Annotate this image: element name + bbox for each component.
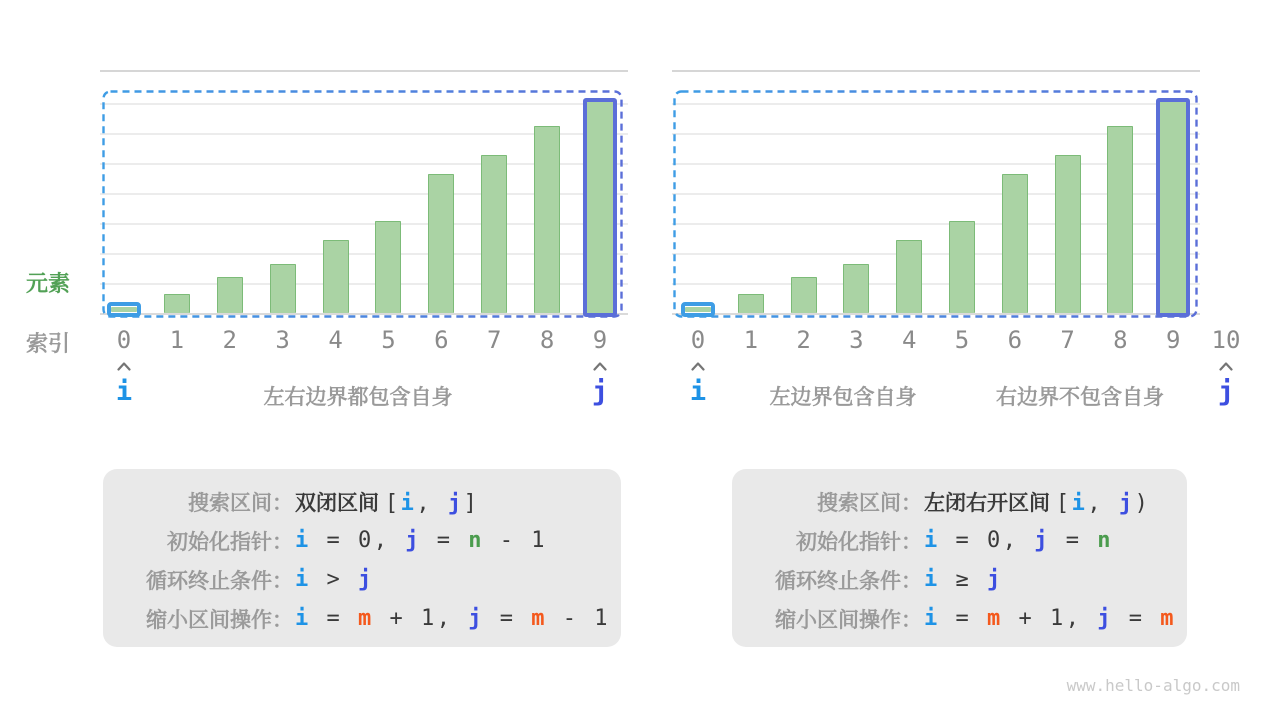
half-open-interval-info-row-2-token-0: i — [924, 567, 940, 592]
chart-0-bar-4 — [323, 240, 349, 313]
closed-interval-info-row-1-token-0: i — [295, 528, 311, 553]
closed-interval-info — [103, 469, 621, 647]
chart-0-bar-3 — [270, 264, 296, 313]
chart-1-pointer-j-caret-icon — [1218, 361, 1234, 371]
closed-interval-info-row-1-token-4: n — [468, 528, 484, 553]
chart-0-tick-3: 3 — [275, 326, 290, 354]
half-open-interval-info-row-0-token-0: 左闭右开区间 — [924, 491, 1056, 515]
half-open-interval-info-row-3-token-0: i — [924, 606, 940, 631]
closed-interval-info-row-2 — [103, 560, 621, 599]
chart-1-bar-7 — [1055, 155, 1081, 313]
chart-1-bar-0-fill — [685, 307, 711, 312]
half-open-interval-info-row-0-label: 搜索区间： — [817, 491, 922, 515]
half-open-interval-info-row-3-token-1: = — [939, 606, 987, 631]
closed-interval-info-row-1-token-1: = 0, — [310, 528, 406, 553]
closed-interval-info-row-1-token-5: - 1 — [483, 528, 547, 553]
closed-interval-info-row-2-token-2: j — [358, 567, 374, 592]
chart-1-bar-4 — [896, 240, 922, 313]
closed-interval-info-row-0-label: 搜索区间： — [188, 491, 293, 515]
closed-interval-info-row-3 — [103, 599, 621, 638]
half-open-interval-info-row-2-token-2: j — [987, 567, 1003, 592]
chart-1-tick-9: 9 — [1165, 326, 1181, 354]
chart-1-tick-0: 0 — [690, 326, 706, 354]
closed-interval-info-row-0-token-0: 双闭区间 — [295, 491, 385, 515]
chart-1-tick-8: 8 — [1113, 326, 1128, 354]
half-open-interval-info-row-1-token-3: = — [1049, 528, 1098, 553]
chart-1-bar-8 — [1107, 126, 1133, 313]
chart-0-tick-4: 4 — [328, 326, 343, 354]
chart-0-bar-1 — [164, 294, 190, 313]
closed-interval-info-row-3-token-0: i — [295, 606, 311, 631]
chart-1-pointer-j-label: j — [1217, 376, 1235, 407]
chart-1-tick-10: 10 — [1211, 326, 1241, 354]
half-open-interval-info-row-1-token-2: j — [1034, 528, 1050, 553]
closed-interval-info-row-0-token-2: i — [400, 490, 417, 516]
watermark: www.hello-algo.com — [1066, 676, 1240, 695]
chart-0-bar-9-j-highlight — [583, 98, 617, 317]
closed-interval-info-row-1-token-2: j — [405, 528, 421, 553]
half-open-interval-info-row-3-token-6: m — [1160, 606, 1176, 631]
closed-interval-info-row-3-token-5: = — [483, 606, 532, 631]
chart-0-bar-5 — [375, 221, 401, 313]
closed-interval-info-row-0 — [103, 482, 621, 521]
half-open-interval-info-row-1 — [732, 521, 1187, 560]
closed-interval-info-row-1 — [103, 521, 621, 560]
half-open-interval-info-row-0-token-2: i — [1071, 490, 1088, 516]
closed-interval-info-row-1-content — [295, 528, 547, 553]
half-open-interval-info-row-1-token-4: n — [1097, 528, 1113, 553]
closed-interval-info-row-3-token-7: - 1 — [546, 606, 610, 631]
chart-0-tick-7: 7 — [486, 326, 502, 354]
chart-1-bar-6 — [1002, 174, 1028, 313]
chart-1-top-border — [672, 70, 1200, 72]
half-open-interval-info-row-2-content — [924, 567, 1003, 592]
index-axis-label: 索引 — [26, 331, 71, 356]
half-open-interval-info-row-2-token-1: ≥ — [939, 567, 987, 592]
closed-interval-info-row-3-token-4: j — [468, 606, 484, 631]
chart-0-top-border — [100, 70, 628, 72]
closed-interval-info-row-0-content — [295, 487, 479, 517]
half-open-interval-info-row-1-token-1: = 0, — [939, 528, 1035, 553]
chart-1-tick-7: 7 — [1060, 326, 1075, 354]
closed-interval-info-row-2-token-1: > — [310, 567, 358, 592]
chart-0-pointer-j-caret-icon — [592, 361, 608, 371]
half-open-interval-info-row-2-label: 循环终止条件： — [775, 569, 922, 593]
half-open-interval-info-row-0-token-3: , — [1087, 490, 1119, 516]
chart-0-bar-2 — [217, 277, 243, 313]
closed-interval-info-row-3-token-6: m — [531, 606, 547, 631]
closed-interval-info-row-3-content — [295, 606, 610, 631]
chart-0-bar-0-fill — [111, 307, 137, 312]
chart-0-bar-8 — [534, 126, 560, 313]
half-open-interval-info-row-3-content — [924, 606, 1176, 631]
chart-1-tick-3: 3 — [849, 326, 864, 354]
chart-0-tick-8: 8 — [539, 326, 555, 354]
half-open-interval-info-row-0 — [732, 482, 1187, 521]
half-open-interval-info-row-0-token-1: [ — [1055, 490, 1072, 516]
chart-0-tick-5: 5 — [381, 326, 396, 354]
half-open-interval-info-row-3-token-2: m — [987, 606, 1003, 631]
closed-interval-info-row-3-token-3: + 1, — [373, 606, 469, 631]
chart-1-tick-4: 4 — [901, 326, 917, 354]
chart-0-pointer-i-label: i — [115, 376, 133, 407]
chart-1-pointer-i-caret-icon — [690, 361, 706, 371]
chart-0-tick-1: 1 — [169, 326, 185, 354]
chart-0-bar-0-i-highlight — [107, 302, 141, 317]
half-open-interval-info-row-0-token-4: j — [1118, 490, 1135, 516]
chart-1-tick-2: 2 — [796, 326, 811, 354]
half-open-interval-info-row-1-content — [924, 528, 1113, 553]
chart-1-tick-6: 6 — [1007, 326, 1023, 354]
chart-1-pointer-i-label: i — [689, 376, 707, 407]
chart-1-bar-0-i-highlight — [681, 302, 715, 317]
closed-interval-info-row-3-label: 缩小区间操作： — [146, 608, 293, 632]
half-open-interval-info-row-3 — [732, 599, 1187, 638]
chart-0-bar-6 — [428, 174, 454, 313]
closed-interval-info-row-1-token-3: = — [420, 528, 469, 553]
chart-0-tick-6: 6 — [434, 326, 449, 354]
chart-1-bar-5 — [949, 221, 975, 313]
chart-0-tick-9: 9 — [592, 326, 608, 354]
chart-0-bar-7 — [481, 155, 507, 313]
chart-1-bar-9-j-highlight — [1156, 98, 1190, 317]
closed-interval-info-row-0-token-5: ] — [463, 490, 480, 516]
half-open-interval-info-row-2 — [732, 560, 1187, 599]
half-open-interval-info-row-3-token-5: = — [1112, 606, 1161, 631]
closed-interval-info-row-2-content — [295, 567, 374, 592]
half-open-interval-info-row-3-label: 缩小区间操作： — [775, 608, 922, 632]
chart-1-tick-5: 5 — [954, 326, 970, 354]
closed-interval-info-row-2-token-0: i — [295, 567, 311, 592]
chart-0-tick-2: 2 — [222, 326, 237, 354]
closed-interval-info-row-3-token-1: = — [310, 606, 358, 631]
half-open-interval-info-row-0-content — [924, 487, 1150, 517]
closed-interval-info-row-3-token-2: m — [358, 606, 374, 631]
half-open-interval-info-row-1-token-0: i — [924, 528, 940, 553]
element-axis-label: 元素 — [26, 271, 71, 296]
chart-0-pointer-j-label: j — [591, 376, 609, 407]
closed-interval-info-row-1-label: 初始化指针： — [167, 530, 293, 554]
chart-1-bar-3 — [843, 264, 869, 313]
half-open-interval-info-row-0-token-5: ) — [1134, 490, 1151, 516]
closed-interval-info-row-0-token-1: [ — [384, 490, 401, 516]
chart-1-caption-1: 右边界不包含自身 — [996, 386, 1164, 409]
chart-0-tick-0: 0 — [116, 326, 132, 354]
half-open-interval-info-row-3-token-3: + 1, — [1002, 606, 1098, 631]
closed-interval-info-row-0-token-4: j — [447, 490, 464, 516]
half-open-interval-info-row-1-label: 初始化指针： — [796, 530, 922, 554]
chart-1-bar-2 — [791, 277, 817, 313]
closed-interval-info-row-0-token-3: , — [416, 490, 448, 516]
chart-0-caption-0: 左右边界都包含自身 — [263, 386, 453, 409]
half-open-interval-info-row-3-token-4: j — [1097, 606, 1113, 631]
chart-1-bar-1 — [738, 294, 764, 313]
chart-1-tick-1: 1 — [743, 326, 759, 354]
chart-0-pointer-i-caret-icon — [116, 361, 132, 371]
half-open-interval-info — [732, 469, 1187, 647]
chart-1-caption-0: 左边界包含自身 — [769, 386, 917, 409]
closed-interval-info-row-2-label: 循环终止条件： — [146, 569, 293, 593]
